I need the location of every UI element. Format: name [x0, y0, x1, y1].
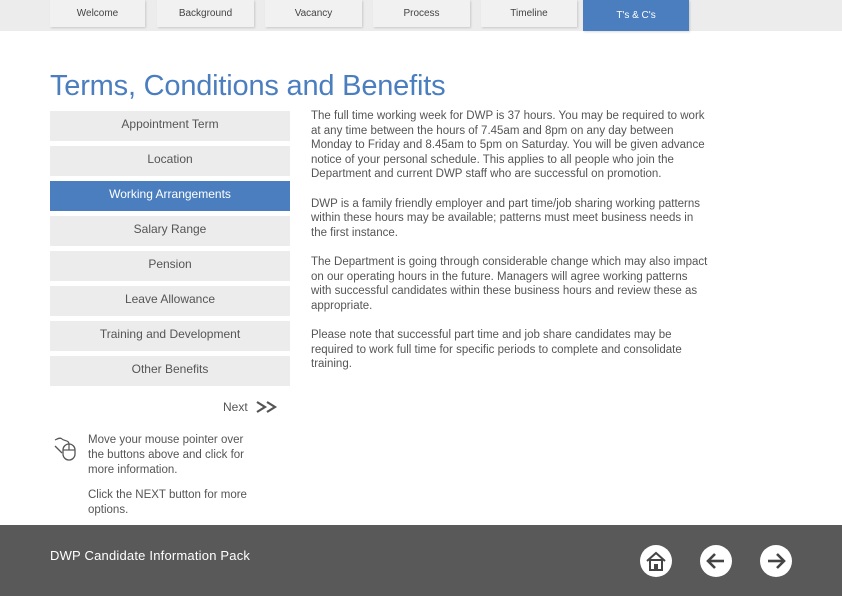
menu-item-location[interactable]: Location	[50, 146, 290, 176]
menu-item-training-and-development[interactable]: Training and Development	[50, 321, 290, 351]
content-paragraph: Please note that successful part time and job share candidates may be required to work full time for specific periods to complete and consolidate training.	[311, 328, 682, 371]
menu-item-leave-allowance[interactable]: Leave Allowance	[50, 286, 290, 316]
next-button[interactable]	[223, 400, 278, 414]
tab-welcome[interactable]: Welcome	[50, 0, 145, 27]
tab-process[interactable]: Process	[373, 0, 470, 27]
content-paragraph: The full time working week for DWP is 37 hours. You may be required to work at any time between the hours of 7.45am and 8pm on any day between Monday to Friday and 8.45am to 5pm on Saturday. You will be given advance notice of your personal schedule. This applies to all people who join the Department and current DWP staff who are successful on promotion.	[311, 110, 705, 181]
menu-item-working-arrangements[interactable]: Working Arrangements	[50, 181, 290, 211]
mouse-hint-text: Move your mouse pointer over the buttons above and click for more information.	[88, 434, 244, 476]
menu-item-other-benefits[interactable]: Other Benefits	[50, 356, 290, 386]
arrow-right-icon[interactable]	[759, 544, 793, 578]
content-paragraph: The Department is going through considerable change which may also impact on our operating hours in the future. Managers will agree working patterns with successful candidates within these business hours and review these as appropriate.	[311, 255, 708, 312]
content-paragraph: DWP is a family friendly employer and part time/job sharing working patterns within these hours may be available; patterns must meet business needs in the first instance.	[311, 197, 701, 239]
menu-item-pension[interactable]: Pension	[50, 251, 290, 281]
home-icon[interactable]	[639, 544, 673, 578]
next-label: Next	[223, 400, 248, 414]
menu-item-appointment-term[interactable]: Appointment Term	[50, 111, 290, 141]
next-hint-text: Click the NEXT button for more options.	[88, 489, 247, 516]
mouse-pointer-icon	[54, 436, 80, 462]
working-arrangements-content	[311, 109, 711, 386]
footer-title: DWP Candidate Information Pack	[50, 548, 251, 563]
menu-item-salary-range[interactable]: Salary Range	[50, 216, 290, 246]
page-title: Terms, Conditions and Benefits	[50, 70, 446, 102]
double-chevron-right-icon	[256, 401, 278, 413]
tab-vacancy[interactable]: Vacancy	[265, 0, 362, 27]
arrow-left-icon[interactable]	[699, 544, 733, 578]
tab-background[interactable]: Background	[157, 0, 254, 27]
top-navigation-bar	[0, 0, 842, 31]
tab-timeline[interactable]: Timeline	[481, 0, 577, 27]
tab-ts-and-cs[interactable]: T's & C's	[583, 0, 689, 31]
